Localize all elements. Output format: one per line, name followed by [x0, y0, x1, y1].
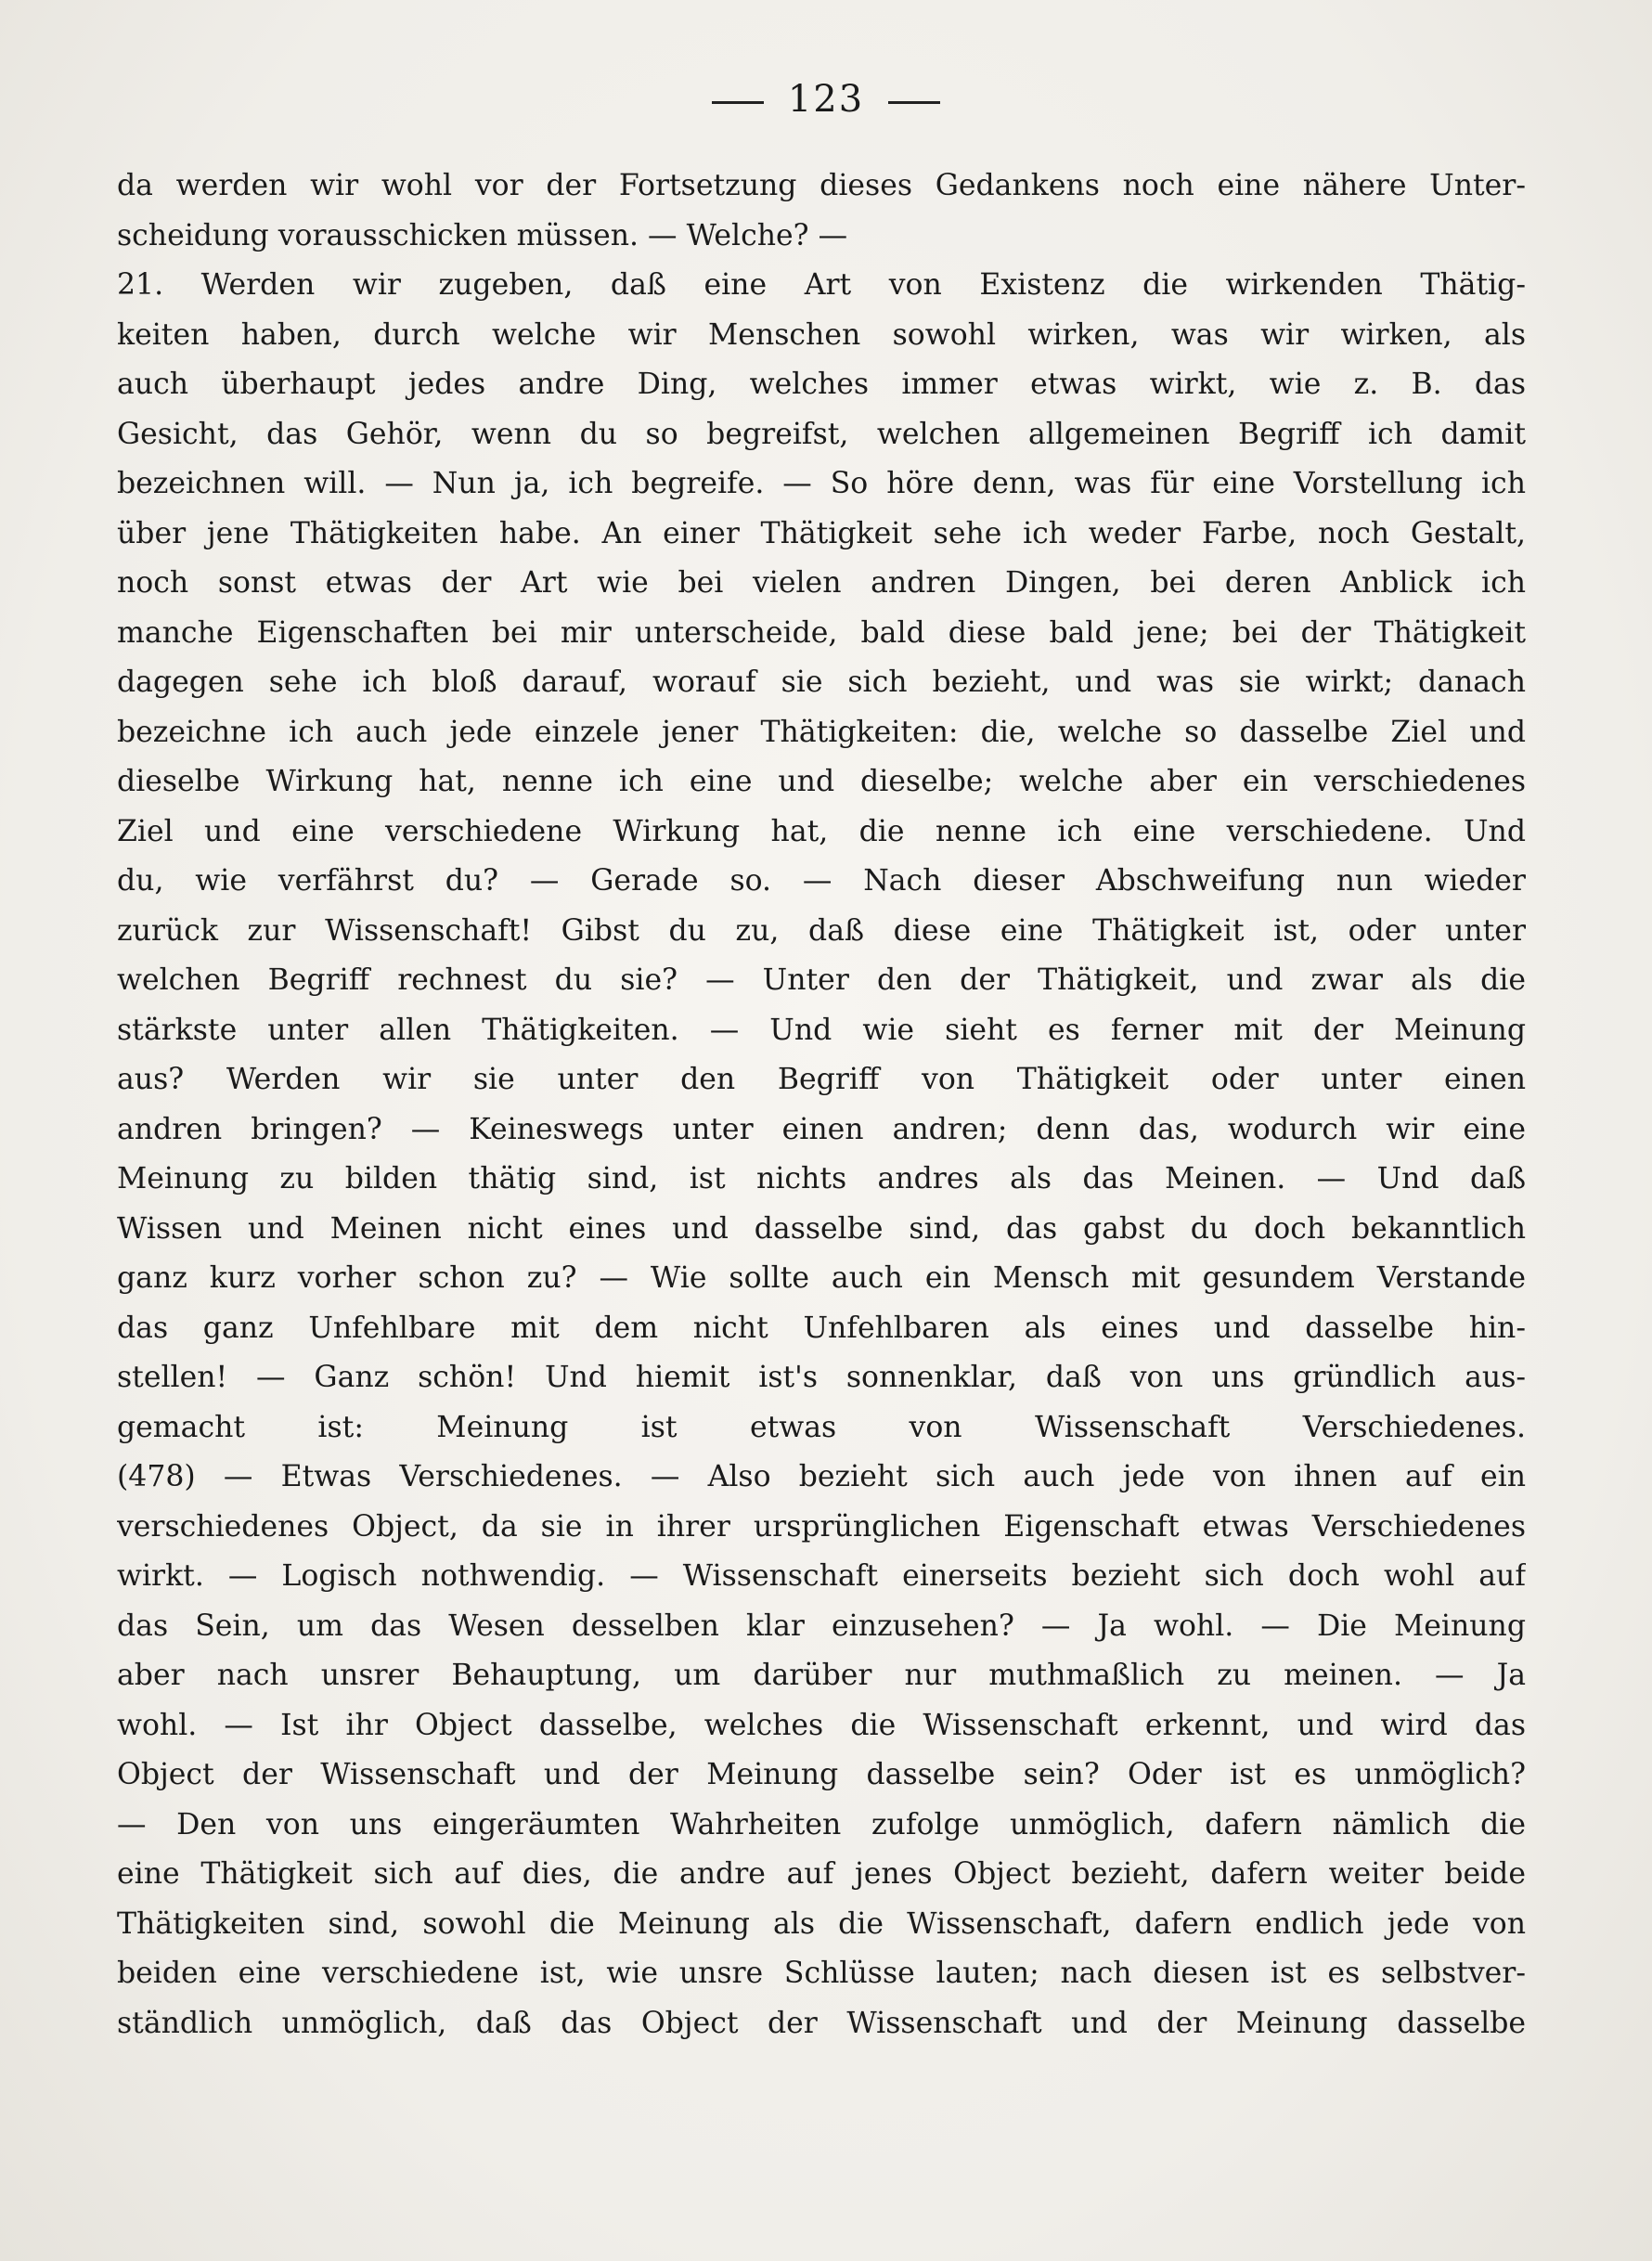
text-line: aus? Werden wir sie unter den Begriff von Thätigkeit oder unter einen [117, 1063, 1526, 1096]
text-line: zurück zur Wissenschaft! Gibst du zu, daß diese eine Thätigkeit ist, oder unter [117, 913, 1526, 948]
text-line: andren bringen? — Keineswegs unter einen andren; denn das, wodurch wir eine [117, 1112, 1526, 1146]
text-line: Thätigkeiten sind, sowohl die Meinung als die Wissenschaft, dafern endlich jede von [117, 1906, 1526, 1941]
text-line: das ganz Unfehlbare mit dem nicht Unfehlbaren als eines und dasselbe hin- [117, 1311, 1526, 1345]
header-dash-right [888, 101, 940, 104]
text-line: eine Thätigkeit sich auf dies, die andre auf jenes Object bezieht, dafern weiter beide [117, 1857, 1526, 1891]
text-line: dagegen sehe ich bloß darauf, worauf sie sich bezieht, und was sie wirkt; danach [117, 665, 1526, 699]
text-line: 21. Werden wir zugeben, daß eine Art von Existenz die wirkenden Thätig- [117, 268, 1526, 302]
header-dash-left [712, 101, 764, 104]
text-line: wohl. — Ist ihr Object dasselbe, welches die Wissenschaft erkennt, und wird das [117, 1708, 1526, 1742]
text-line: manche Eigenschaften bei mir unterscheide, bald diese bald jene; bei der Thätigkeit [117, 615, 1526, 650]
text-line: du, wie verfährst du? — Gerade so. — Nach dieser Abschweifung nun wieder [117, 864, 1526, 898]
text-line: scheidung vorausschicken müssen. — Welche? — [117, 218, 848, 252]
text-line: ganz kurz vorher schon zu? — Wie sollte auch ein Mensch mit gesundem Verstande [117, 1261, 1526, 1295]
text-line: Object der Wissenschaft und der Meinung dasselbe sein? Oder ist es unmöglich? [117, 1758, 1526, 1791]
text-line: beiden eine verschiedene ist, wie unsre Schlüsse lauten; nach diesen ist es selbstver- [117, 1957, 1526, 1990]
text-line: ständlich unmöglich, daß das Object der Wissenschaft und der Meinung dasselbe [117, 2006, 1526, 2040]
text-line: keiten haben, durch welche wir Menschen sowohl wirken, was wir wirken, als [117, 317, 1526, 352]
text-line: das Sein, um das Wesen desselben klar einzusehen? — Ja wohl. — Die Meinung [117, 1609, 1526, 1643]
text-line: da werden wir wohl vor der Fortsetzung dieses Gedankens noch eine nähere Unter- [117, 169, 1526, 202]
text-line: aber nach unsrer Behauptung, um darüber nur muthmaßlich zu meinen. — Ja [117, 1659, 1526, 1692]
text-line: verschiedenes Object, da sie in ihrer ursprünglichen Eigenschaft etwas Verschiedenes [117, 1509, 1526, 1544]
text-line: Ziel und eine verschiedene Wirkung hat, die nenne ich eine verschiedene. Und [117, 814, 1526, 848]
text-line: Meinung zu bilden thätig sind, ist nichts andres als das Meinen. — Und daß [117, 1162, 1526, 1195]
text-line: bezeichnen will. — Nun ja, ich begreife. — So höre denn, was für eine Vorstellung ich [117, 467, 1526, 500]
text-line: über jene Thätigkeiten habe. An einer Thätigkeit sehe ich weder Farbe, noch Gestalt, [117, 516, 1526, 550]
text-line: wirkt. — Logisch nothwendig. — Wissenschaft einerseits bezieht sich doch wohl auf [117, 1559, 1526, 1593]
body-text [117, 162, 1526, 2048]
text-line: noch sonst etwas der Art wie bei vielen andren Dingen, bei deren Anblick ich [117, 566, 1526, 600]
text-line: dieselbe Wirkung hat, nenne ich eine und dieselbe; welche aber ein verschiedenes [117, 765, 1526, 798]
text-line: welchen Begriff rechnest du sie? — Unter den der Thätigkeit, und zwar als die [117, 963, 1526, 997]
text-line: gemacht ist: Meinung ist etwas von Wissenschaft Verschiedenes. [117, 1410, 1526, 1444]
page-header [0, 78, 1652, 121]
text-line: auch überhaupt jedes andre Ding, welches immer etwas wirkt, wie z. B. das [117, 368, 1526, 401]
page-number: 123 [787, 78, 865, 121]
text-line: stärkste unter allen Thätigkeiten. — Und wie sieht es ferner mit der Meinung [117, 1013, 1526, 1047]
text-line: — Den von uns eingeräumten Wahrheiten zufolge unmöglich, dafern nämlich die [117, 1807, 1526, 1841]
text-line: stellen! — Ganz schön! Und hiemit ist's sonnenklar, daß von uns gründlich aus- [117, 1361, 1526, 1394]
text-line: (478) — Etwas Verschiedenes. — Also bezieht sich auch jede von ihnen auf ein [117, 1460, 1526, 1493]
text-line: Gesicht, das Gehör, wenn du so begreifst, welchen allgemeinen Begriff ich damit [117, 417, 1526, 451]
text-line: bezeichne ich auch jede einzele jener Thätigkeiten: die, welche so dasselbe Ziel und [117, 715, 1526, 749]
text-line: Wissen und Meinen nicht eines und dasselbe sind, das gabst du doch bekanntlich [117, 1211, 1526, 1246]
